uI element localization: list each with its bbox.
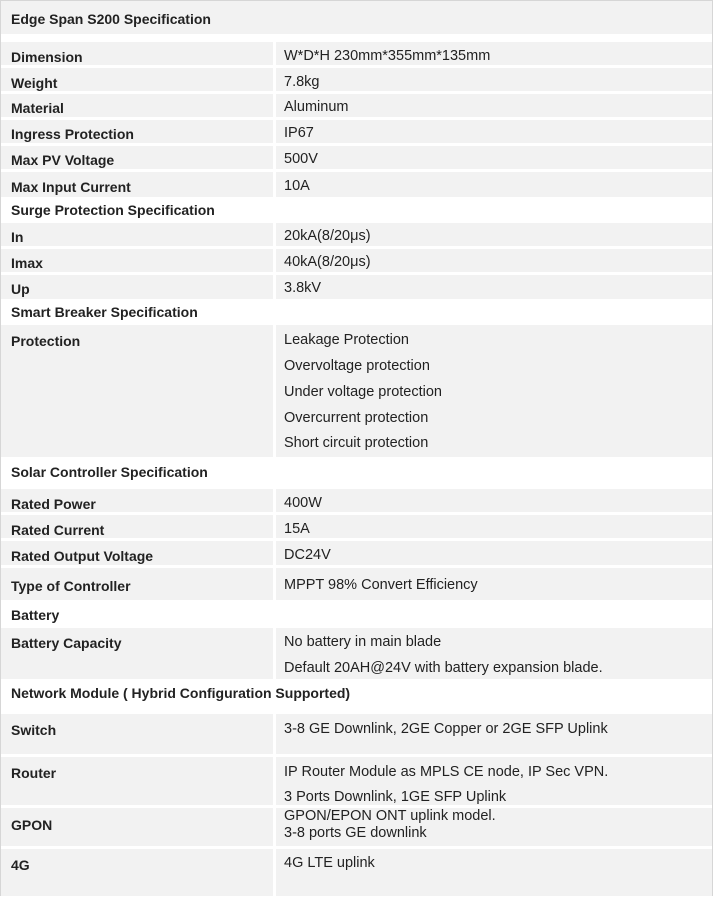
spec-row-switch bbox=[1, 711, 712, 755]
section-network-module bbox=[1, 679, 712, 712]
spec-row-material bbox=[1, 91, 712, 118]
row-value-line: GPON/EPON ONT uplink model. bbox=[284, 808, 496, 824]
spec-row-battery-capacity bbox=[1, 625, 712, 679]
spec-row-rated-output-voltage bbox=[1, 538, 712, 566]
spec-row-4g bbox=[1, 846, 712, 896]
row-value: 400W bbox=[284, 495, 322, 511]
row-value: W*D*H 230mm*355mm*135mm bbox=[284, 48, 491, 64]
spec-title-row bbox=[1, 1, 712, 37]
row-value-line: IP Router Module as MPLS CE node, IP Sec VPN. bbox=[284, 764, 609, 780]
row-value-line: Under voltage protection bbox=[284, 384, 442, 400]
row-label: Type of Controller bbox=[11, 578, 131, 594]
row-value: 4G LTE uplink bbox=[284, 855, 375, 871]
row-label: Rated Power bbox=[11, 496, 96, 512]
row-value: 7.8kg bbox=[284, 74, 320, 90]
row-value-line: 3 Ports Downlink, 1GE SFP Uplink bbox=[284, 789, 507, 805]
spec-row-protection bbox=[1, 322, 712, 457]
section-surge-protection bbox=[1, 197, 712, 221]
row-label: Battery Capacity bbox=[11, 635, 122, 651]
spec-row-ingress bbox=[1, 117, 712, 144]
section-heading: Battery bbox=[11, 607, 60, 623]
row-label: Max Input Current bbox=[11, 179, 131, 195]
row-value-line: Leakage Protection bbox=[284, 332, 409, 348]
row-value: DC24V bbox=[284, 547, 331, 563]
row-label: Switch bbox=[11, 722, 57, 738]
row-label: Max PV Voltage bbox=[11, 152, 115, 168]
row-label: Protection bbox=[11, 333, 81, 349]
row-label: Rated Output Voltage bbox=[11, 548, 154, 564]
row-value: 20kA(8/20μs) bbox=[284, 228, 371, 244]
spec-row-in bbox=[1, 220, 712, 247]
section-heading: Solar Controller Specification bbox=[11, 464, 208, 480]
spec-row-rated-power bbox=[1, 486, 712, 513]
section-battery bbox=[1, 600, 712, 626]
row-label: Material bbox=[11, 100, 64, 116]
row-value-line: No battery in main blade bbox=[284, 634, 442, 650]
row-value: 40kA(8/20μs) bbox=[284, 254, 371, 270]
row-label: Ingress Protection bbox=[11, 126, 134, 142]
row-label: Weight bbox=[11, 75, 58, 91]
spec-row-max-pv-voltage bbox=[1, 143, 712, 170]
row-label: In bbox=[11, 229, 24, 245]
row-value: MPPT 98% Convert Efficiency bbox=[284, 577, 478, 593]
row-value-line: Short circuit protection bbox=[284, 435, 429, 451]
row-label: Rated Current bbox=[11, 522, 105, 538]
section-heading: Surge Protection Specification bbox=[11, 202, 215, 218]
row-value: 10A bbox=[284, 178, 310, 194]
section-heading: Network Module ( Hybrid Configuration Supported) bbox=[11, 685, 351, 701]
spec-row-type-of-controller bbox=[1, 565, 712, 600]
spec-row-gpon bbox=[1, 805, 712, 847]
section-smart-breaker bbox=[1, 299, 712, 323]
section-solar-controller bbox=[1, 457, 712, 487]
row-label: 4G bbox=[11, 857, 30, 873]
row-value-line: Overcurrent protection bbox=[284, 410, 429, 426]
spec-row-max-input-current bbox=[1, 169, 712, 197]
row-value: 3-8 GE Downlink, 2GE Copper or 2GE SFP Uplink bbox=[284, 721, 608, 737]
row-label: Up bbox=[11, 281, 30, 297]
row-label: Dimension bbox=[11, 49, 83, 65]
row-label: Router bbox=[11, 765, 57, 781]
row-value-line: Overvoltage protection bbox=[284, 358, 430, 374]
section-heading: Smart Breaker Specification bbox=[11, 304, 198, 320]
row-label: GPON bbox=[11, 817, 53, 833]
row-value: IP67 bbox=[284, 125, 314, 141]
row-label: Imax bbox=[11, 255, 43, 271]
row-value: 3.8kV bbox=[284, 280, 322, 296]
spec-row-up bbox=[1, 272, 712, 299]
spec-row-weight bbox=[1, 65, 712, 92]
row-value-line: 3-8 ports GE downlink bbox=[284, 825, 427, 841]
spec-title: Edge Span S200 Specification bbox=[11, 11, 211, 27]
row-value: 500V bbox=[284, 151, 318, 167]
spec-row-rated-current bbox=[1, 512, 712, 539]
row-value: 15A bbox=[284, 521, 310, 537]
spec-row-dimension bbox=[1, 39, 712, 66]
spec-row-router bbox=[1, 754, 712, 806]
spec-row-imax bbox=[1, 246, 712, 273]
row-value-line: Default 20AH@24V with battery expansion blade. bbox=[284, 660, 603, 676]
row-value: Aluminum bbox=[284, 99, 349, 115]
